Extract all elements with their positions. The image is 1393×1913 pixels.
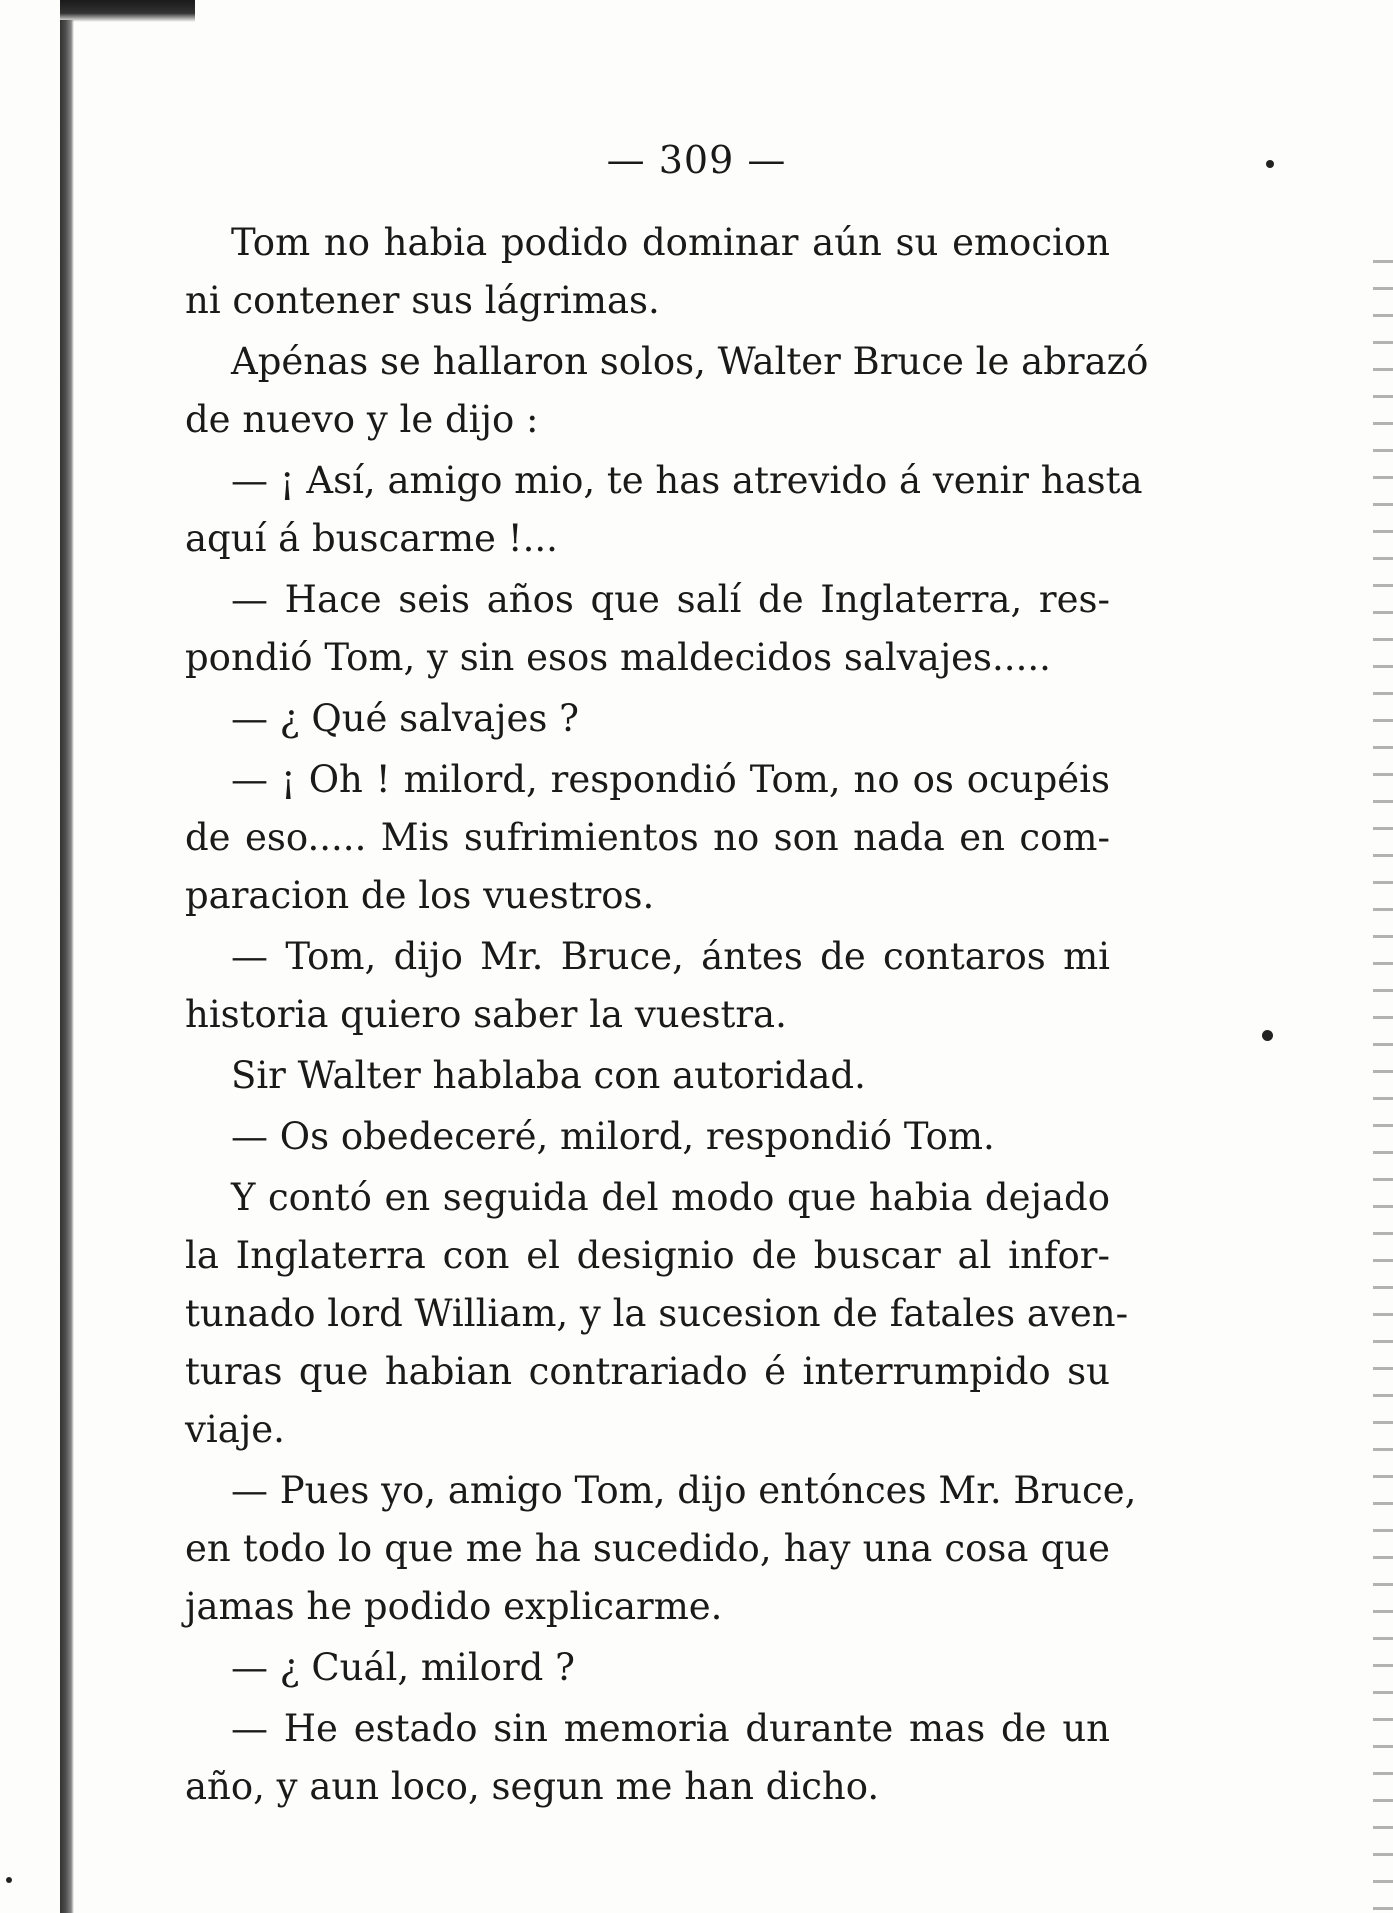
text-line: — He estado sin memoria durante mas de un bbox=[231, 1707, 1110, 1750]
text-line: — ¡ Oh ! milord, respondió Tom, no os ocupéis bbox=[231, 758, 1110, 801]
text-line: — Pues yo, amigo Tom, dijo entónces Mr. Bruce, bbox=[231, 1469, 1137, 1512]
text-line: tunado lord William, y la sucesion de fatales aven- bbox=[185, 1292, 1129, 1335]
text-line: — Os obedeceré, milord, respondió Tom. bbox=[231, 1115, 995, 1158]
text-line: turas que habian contrariado é interrumpido su bbox=[185, 1350, 1110, 1393]
text-line: año, y aun loco, segun me han dicho. bbox=[185, 1765, 880, 1808]
text-line: historia quiero saber la vuestra. bbox=[185, 993, 787, 1036]
text-line: de eso..... Mis sufrimientos no son nada en com- bbox=[185, 816, 1110, 859]
text-line: viaje. bbox=[185, 1408, 285, 1451]
text-line: en todo lo que me ha sucedido, hay una cosa que bbox=[185, 1527, 1110, 1570]
text-line: ni contener sus lágrimas. bbox=[185, 279, 660, 322]
ink-speck bbox=[1262, 1030, 1273, 1041]
ink-speck bbox=[6, 1877, 12, 1883]
text-line: aquí á buscarme !... bbox=[185, 517, 558, 560]
page-number: — 309 — bbox=[606, 138, 787, 182]
text-line: Tom no habia podido dominar aún su emocion bbox=[231, 221, 1110, 264]
binding-shadow-top bbox=[60, 0, 195, 22]
body-text bbox=[185, 214, 1149, 1816]
text-line: — ¿ Qué salvajes ? bbox=[231, 697, 579, 740]
text-line: Sir Walter hablaba con autoridad. bbox=[231, 1054, 866, 1097]
text-line: pondió Tom, y sin esos maldecidos salvajes..... bbox=[185, 636, 1051, 679]
text-line: de nuevo y le dijo : bbox=[185, 398, 539, 441]
text-line: Y contó en seguida del modo que habia dejado bbox=[231, 1176, 1110, 1219]
text-line: — ¡ Así, amigo mio, te has atrevido á venir hasta bbox=[231, 459, 1143, 502]
text-line: — Tom, dijo Mr. Bruce, ántes de contaros mi bbox=[231, 935, 1110, 978]
text-line: — ¿ Cuál, milord ? bbox=[231, 1646, 575, 1689]
text-line: Apénas se hallaron solos, Walter Bruce le abrazó bbox=[231, 340, 1149, 383]
text-line: — Hace seis años que salí de Inglaterra, res- bbox=[231, 578, 1110, 621]
text-line: jamas he podido explicarme. bbox=[185, 1585, 723, 1628]
text-line: la Inglaterra con el designio de buscar al infor- bbox=[185, 1234, 1110, 1277]
binding-shadow-left bbox=[60, 20, 74, 1913]
text-line: paracion de los vuestros. bbox=[185, 874, 655, 917]
page-edge-right bbox=[1373, 260, 1393, 1910]
